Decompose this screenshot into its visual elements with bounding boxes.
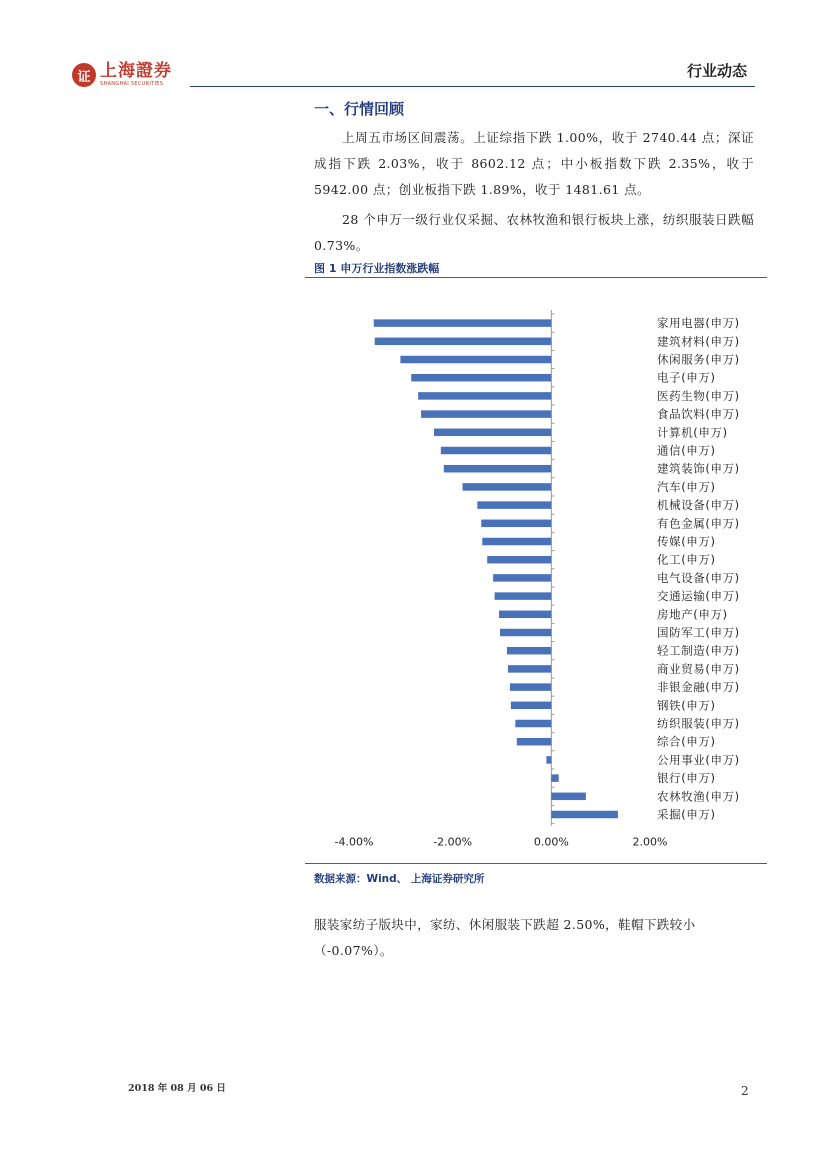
bar-12 xyxy=(482,538,551,546)
category-label: 医药生物(申万) xyxy=(657,388,740,403)
category-label: 银行(申万) xyxy=(657,771,716,786)
bar-20 xyxy=(510,683,551,691)
x-tick-label: 2.00% xyxy=(632,835,668,849)
category-label: 建筑装饰(申万) xyxy=(657,461,740,476)
section-title: 一、行情回顾 xyxy=(314,100,405,118)
industry-review-paragraph: 28 个申万一级行业仅采掘、农林牧渔和银行板块上涨，纺织服装日跌幅 0.73%。 xyxy=(314,212,754,253)
bar-27 xyxy=(551,811,618,819)
bar-1 xyxy=(375,338,552,346)
bar-14 xyxy=(493,574,551,582)
category-label: 通信(申万) xyxy=(657,443,716,458)
main-content xyxy=(314,98,754,263)
figure-bottom-rule xyxy=(305,863,767,864)
bar-17 xyxy=(500,629,551,637)
category-label: 汽车(申万) xyxy=(657,479,716,494)
footer-date: 2018 年 08 月 06 日 xyxy=(128,1083,226,1094)
category-label: 传媒(申万) xyxy=(657,534,716,549)
bar-16 xyxy=(499,611,551,619)
x-tick-label: 0.00% xyxy=(533,835,569,849)
company-logo xyxy=(72,62,172,88)
category-label: 化工(申万) xyxy=(657,552,716,567)
market-review-paragraph: 上周五市场区间震荡。上证综指下跌 1.00%，收于 2740.44 点；深证成指下跌 2.03%，收于 8602.12 点；中小板指数下跌 2.35%，收于 5942.00 点；创业板指下跌 1.89%，收于 1481.61 点。 xyxy=(314,130,754,197)
category-label: 房地产(申万) xyxy=(657,607,728,622)
bar-21 xyxy=(511,702,551,710)
bar-7 xyxy=(441,447,552,455)
bar-19 xyxy=(508,665,551,673)
category-label: 公用事业(申万) xyxy=(657,752,740,767)
bar-2 xyxy=(400,356,551,364)
bar-26 xyxy=(551,793,586,801)
data-source-note: 数据来源：Wind、 上海证券研究所 xyxy=(314,873,485,885)
figure-title: 图 1 申万行业指数涨跌幅 xyxy=(314,262,440,275)
category-label: 休闲服务(申万) xyxy=(657,352,740,367)
category-label: 电气设备(申万) xyxy=(657,570,740,585)
category-label: 有色金属(申万) xyxy=(657,516,740,531)
x-tick-label: -4.00% xyxy=(334,835,374,849)
category-label: 采掘(申万) xyxy=(657,807,716,822)
bar-13 xyxy=(487,556,551,564)
category-label: 食品饮料(申万) xyxy=(657,407,740,422)
figure-top-rule xyxy=(305,277,767,278)
report-type-label: 行业动态 xyxy=(686,62,747,80)
logo-chinese-name: 上海證券 xyxy=(100,61,172,81)
bar-15 xyxy=(495,592,552,600)
bar-8 xyxy=(444,465,552,473)
bar-24 xyxy=(546,756,551,764)
category-label: 电子(申万) xyxy=(657,370,716,385)
logo-english-name: SHANGHAI SECURITIES xyxy=(100,81,164,87)
category-label: 机械设备(申万) xyxy=(657,498,740,513)
bar-9 xyxy=(463,483,552,491)
category-label: 计算机(申万) xyxy=(657,425,728,440)
industry-change-bar-chart xyxy=(305,300,767,850)
category-label: 交通运输(申万) xyxy=(657,589,740,604)
bar-6 xyxy=(434,429,551,437)
page-number: 2 xyxy=(741,1084,749,1098)
bar-11 xyxy=(481,520,551,528)
logo-seal-icon: 证 xyxy=(72,63,96,87)
bar-0 xyxy=(374,319,552,327)
category-label: 农林牧渔(申万) xyxy=(657,789,740,804)
category-label: 建筑材料(申万) xyxy=(657,334,740,349)
apparel-paragraph: 服装家纺子版块中，家纺、休闲服装下跌超 2.50%，鞋帽下跌较小（-0.07%）。 xyxy=(314,917,696,958)
category-label: 钢铁(申万) xyxy=(657,698,716,713)
x-tick-label: -2.00% xyxy=(433,835,473,849)
category-label: 综合(申万) xyxy=(657,734,716,749)
category-label: 纺织服装(申万) xyxy=(657,716,740,731)
bar-23 xyxy=(517,738,552,746)
category-label: 商业贸易(申万) xyxy=(657,661,740,676)
logo-text xyxy=(100,63,172,87)
category-label: 非银金融(申万) xyxy=(657,680,740,695)
bar-10 xyxy=(477,501,551,509)
bar-4 xyxy=(418,392,551,400)
bar-18 xyxy=(507,647,551,655)
category-label: 国防军工(申万) xyxy=(657,625,740,640)
bar-25 xyxy=(551,774,558,782)
header-divider xyxy=(190,86,755,87)
category-label: 轻工制造(申万) xyxy=(657,643,740,658)
bar-22 xyxy=(515,720,551,728)
category-label: 家用电器(申万) xyxy=(657,316,740,331)
bar-5 xyxy=(421,410,551,418)
bar-3 xyxy=(411,374,551,382)
